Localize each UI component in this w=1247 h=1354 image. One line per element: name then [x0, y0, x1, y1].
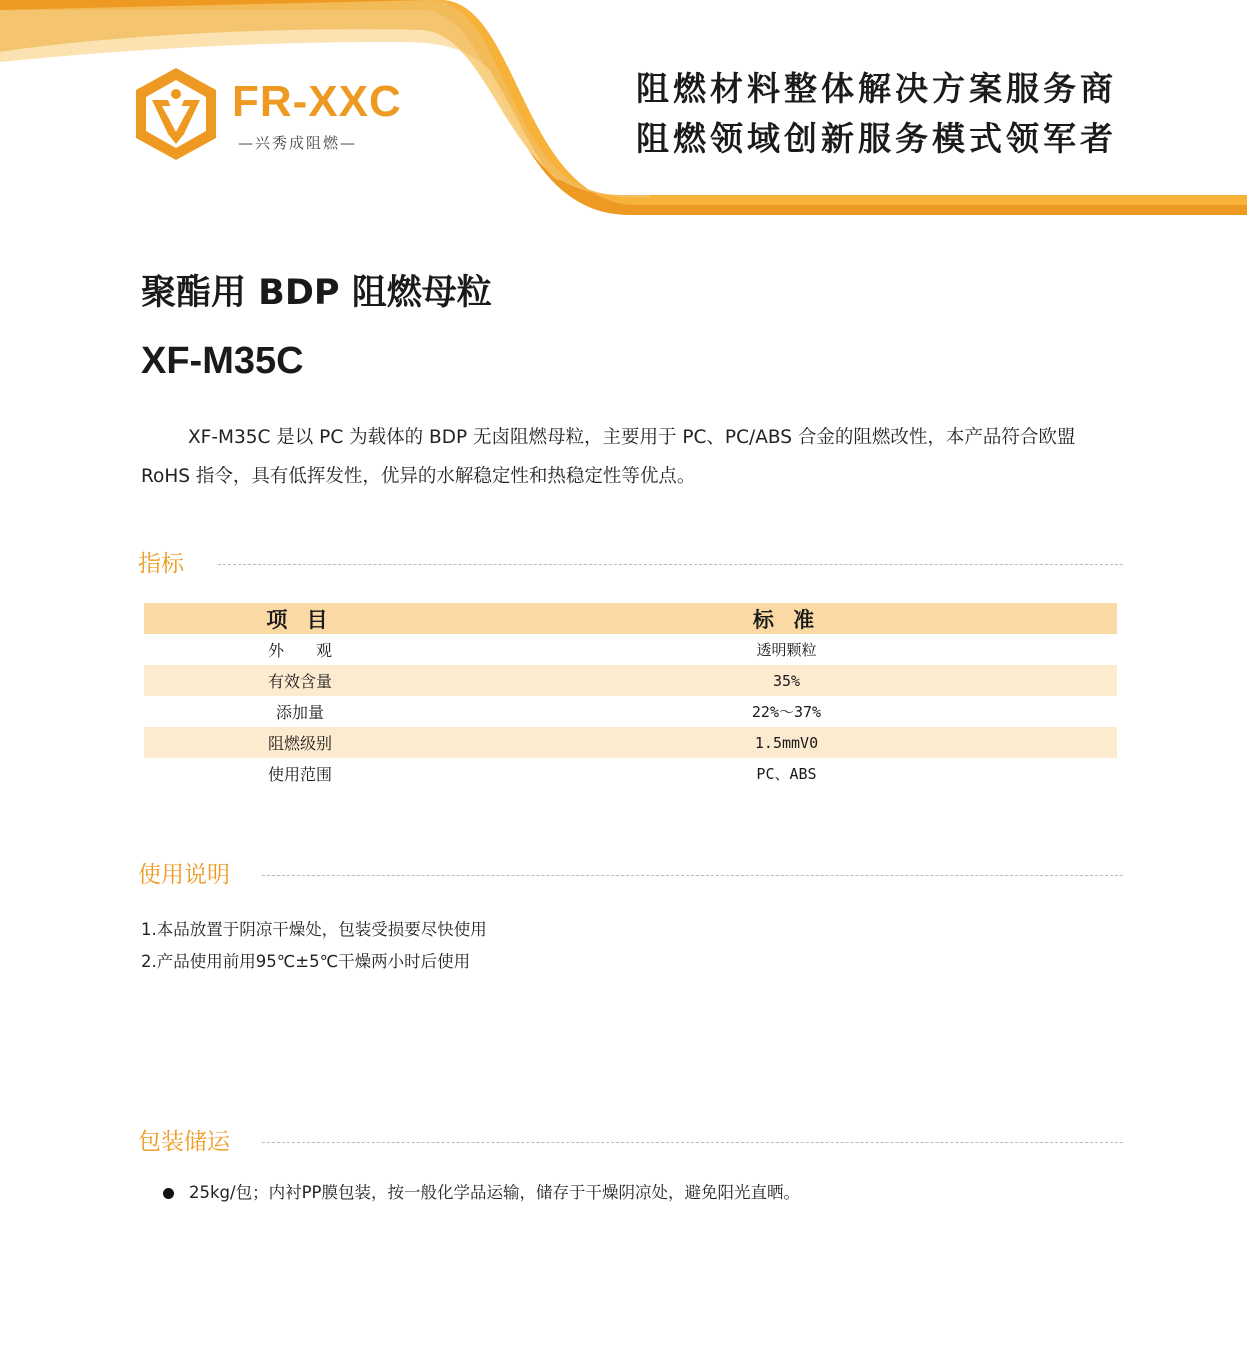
row-item: 外 观: [267, 641, 332, 660]
packaging-item: [165, 1180, 800, 1206]
packaging-text: 25kg/包；内衬PP膜包装，按一般化学品运输，储存于干燥阴凉处，避免阳光直晒。: [189, 1183, 800, 1202]
table-header-row: [144, 603, 1117, 634]
dashed-divider: [262, 1142, 1123, 1143]
table-row: [144, 696, 1117, 727]
brand-tagline: —兴秀成阻燃—: [238, 134, 358, 152]
product-intro: XF-M35C 是以 PC 为载体的 BDP 无卤阻燃母粒，主要用于 PC、PC/ABS 合金的阻燃改性，本产品符合欧盟 RoHS 指令，具有低挥发性，优异的水解稳定性和热稳定性等优点。: [141, 427, 1076, 487]
section-header-packaging: [138, 1127, 1123, 1157]
dashed-divider: [218, 564, 1123, 565]
row-value: 1.5mmV0: [456, 727, 1117, 758]
product-code: XF-M35C: [141, 340, 304, 382]
table-header-standard: 标 准: [456, 603, 1117, 634]
list-item: 2.产品使用前用95℃±5℃干燥两小时后使用: [141, 952, 471, 971]
row-value: PC、ABS: [756, 765, 817, 783]
table-row: [144, 727, 1117, 758]
brand-name: FR-XXC: [232, 77, 402, 126]
row-item: 使用范围: [267, 765, 332, 784]
row-value: 22%～37%: [751, 703, 822, 721]
table-row: [144, 758, 1117, 789]
slogan-line-2: 阻燃领域创新服务模式领军者: [636, 119, 1117, 158]
row-item: 有效含量: [144, 665, 456, 696]
brand-logo-icon: [132, 66, 220, 162]
bullet-icon: [163, 1188, 174, 1199]
table-row: [144, 634, 1117, 665]
spec-table: [144, 603, 1117, 789]
table-row: [144, 665, 1117, 696]
list-item: 1.本品放置于阴凉干燥处，包装受损要尽快使用: [141, 920, 487, 939]
section-label-spec: 指标: [138, 549, 192, 579]
row-item: 阻燃级别: [144, 727, 456, 758]
section-label-usage: 使用说明: [138, 860, 238, 890]
slogan-line-1: 阻燃材料整体解决方案服务商: [636, 69, 1117, 108]
dashed-divider: [262, 875, 1123, 876]
usage-list: [141, 914, 487, 978]
section-header-spec: [138, 549, 1123, 579]
product-title: 聚酯用 BDP 阻燃母粒: [141, 273, 492, 313]
table-header-item: 项 目: [144, 603, 456, 634]
section-header-usage: [138, 860, 1123, 890]
row-value: 35%: [456, 665, 1117, 696]
row-value: 透明颗粒: [756, 641, 817, 659]
row-item: 添加量: [275, 703, 324, 722]
section-label-packaging: 包装储运: [138, 1127, 238, 1157]
